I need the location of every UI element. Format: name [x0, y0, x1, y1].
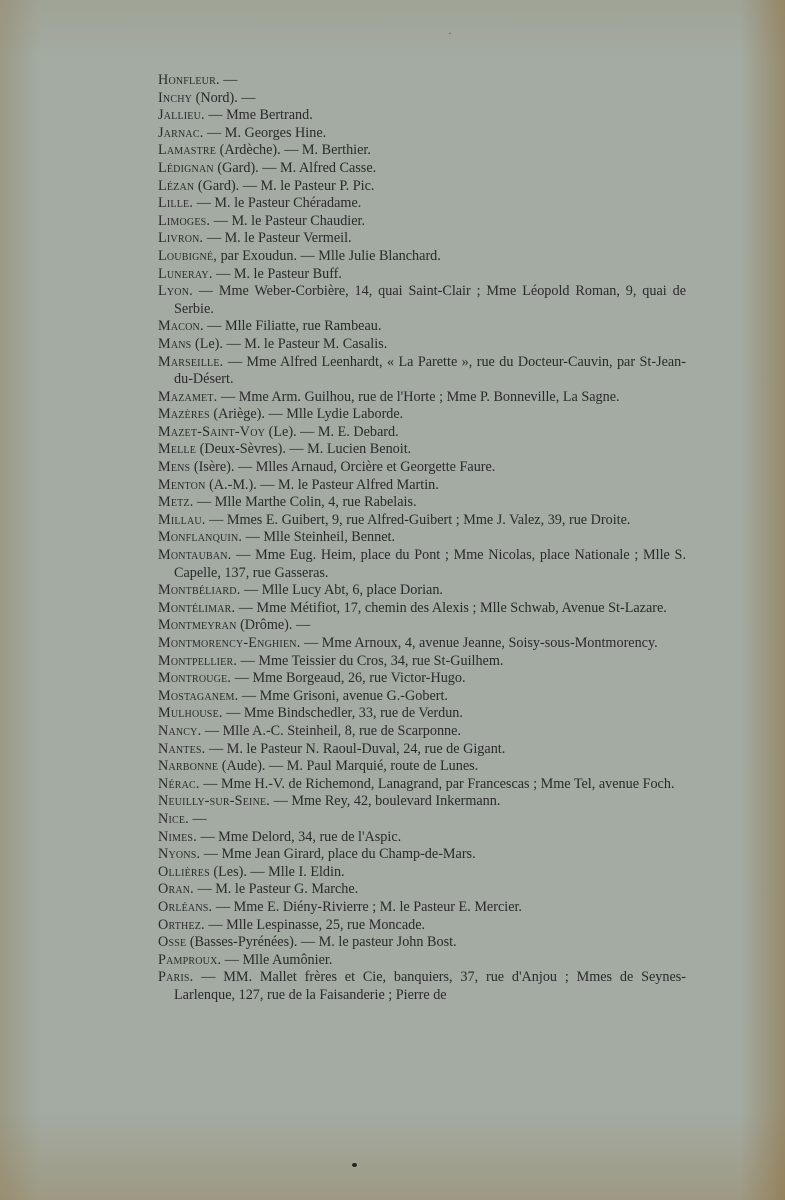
entry-text: (Gard). — M. le Pasteur P. Pic. — [194, 177, 375, 194]
entry-text: — M. le Pasteur Vermeil. — [203, 230, 352, 247]
entry-text: — Mme Delord, 34, rue de l'Aspic. — [196, 828, 402, 845]
directory-entry — [158, 846, 686, 864]
entry-text: — M. le Pasteur N. Raoul-Duval, 24, rue de Gigant. — [205, 740, 506, 757]
directory-entry — [158, 266, 686, 284]
entry-text: — M. le Pasteur Chéradame. — [193, 195, 362, 212]
entry-place: Limoges. — [158, 212, 211, 229]
entry-place: Lille. — [158, 195, 194, 212]
directory-entry — [158, 389, 686, 407]
directory-entry — [158, 72, 686, 90]
directory-entry — [158, 899, 686, 917]
entry-place: Mulhouse. — [158, 705, 223, 722]
entry-text: — M. le Pasteur G. Marche. — [193, 881, 359, 898]
entry-place: Livron. — [158, 230, 204, 247]
entry-text: (Isère). — Mlles Arnaud, Orcière et Georgette Faure. — [190, 459, 496, 476]
directory-entry — [158, 864, 686, 882]
directory-entry — [158, 811, 686, 829]
entry-place: Luneray. — [158, 265, 213, 282]
directory-entry — [158, 441, 686, 459]
entry-text: — Mlle Aumônier. — [221, 951, 333, 968]
directory-entry — [158, 160, 686, 178]
entry-text: (Ardèche). — M. Berthier. — [216, 142, 371, 159]
entry-place: Mazamet. — [158, 388, 218, 405]
entry-text: — MM. Mallet frères et Cie, banquiers, 37, rue d'Anjou ; Mmes de Seynes-Larlenque, 127, rue de la Faisanderie ; Pierre de — [174, 969, 686, 1003]
entry-text: — Mlle Filiatte, rue Rambeau. — [203, 318, 382, 335]
entry-place: Mostaganem. — [158, 687, 239, 704]
entry-place: Jallieu. — [158, 107, 205, 124]
directory-entry — [158, 90, 686, 108]
directory-entry — [158, 336, 686, 354]
entry-text: — Mlle A.-C. Steinheil, 8, rue de Scarponne. — [201, 722, 461, 739]
entry-place: Metz. — [158, 494, 194, 511]
entry-place: Nyons. — [158, 846, 201, 863]
directory-entry — [158, 107, 686, 125]
entry-text: (Aude). — M. Paul Marquié, route de Lunes. — [218, 758, 479, 775]
directory-entry — [158, 318, 686, 336]
directory-entry — [158, 670, 686, 688]
entry-place: Lyon. — [158, 283, 193, 300]
entry-place: Montmorency-Enghien. — [158, 635, 301, 651]
directory-entry — [158, 230, 686, 248]
entry-place: Mazet-Saint-Voy — [158, 423, 266, 440]
entry-place: Inchy — [158, 89, 193, 106]
entry-place: Honfleur. — [158, 72, 220, 88]
entry-text: — Mme Rey, 42, boulevard Inkermann. — [270, 793, 501, 810]
entry-place: Lédignan — [158, 159, 214, 176]
entry-text: — Mme H.-V. de Richemond, Lanagrand, par Francescas ; Mme Tel, avenue Foch. — [199, 775, 675, 792]
entry-text: (Le). — M. E. Debard. — [265, 423, 399, 440]
directory-entry — [158, 494, 686, 512]
entry-text: — Mme Borgeaud, 26, rue Victor-Hugo. — [231, 670, 466, 687]
directory-list — [158, 72, 686, 1004]
directory-entry — [158, 881, 686, 899]
directory-entry — [158, 213, 686, 231]
directory-entry — [158, 406, 686, 424]
entry-text: (Le). — M. le Pasteur M. Casalis. — [191, 335, 388, 352]
entry-text: — M. le Pasteur Buff. — [212, 265, 342, 282]
entry-place: Ollières — [158, 863, 210, 880]
entry-text: — Mme Bindschedler, 33, rue de Verdun. — [222, 705, 463, 722]
entry-place: Montélimar. — [158, 599, 236, 616]
entry-place: Montauban. — [158, 547, 232, 564]
entry-place: Marseille. — [158, 353, 224, 370]
entry-place: Monflanquin. — [158, 529, 243, 546]
directory-entry — [158, 529, 686, 547]
entry-text: — Mme Alfred Leenhardt, « La Parette », rue du Docteur-Cauvin, par St-Jean-du-Désert. — [174, 353, 686, 388]
directory-entry — [158, 793, 686, 811]
directory-entry — [158, 195, 686, 213]
directory-entry — [158, 178, 686, 196]
entry-place: Paris. — [158, 969, 194, 986]
entry-place: Montmeyran — [158, 617, 237, 634]
entry-text: (Nord). — — [192, 89, 256, 106]
entry-place: Nantes. — [158, 740, 206, 757]
directory-entry — [158, 477, 686, 495]
entry-place: Loubigné, — [158, 247, 218, 264]
directory-entry — [158, 547, 686, 582]
entry-place: Nancy. — [158, 722, 202, 739]
directory-entry — [158, 142, 686, 160]
entry-text: — Mme Arnoux, 4, avenue Jeanne, Soisy-sous-Montmorency. — [300, 635, 658, 651]
entry-place: Nice. — [158, 810, 189, 827]
entry-place: Orléans. — [158, 898, 213, 915]
entry-text: — M. le Pasteur Chaudier. — [210, 212, 366, 229]
directory-entry — [158, 125, 686, 143]
page-mark: · — [448, 26, 452, 40]
entry-text: (Deux-Sèvres). — M. Lucien Benoit. — [196, 441, 412, 458]
entry-text: (Ariège). — Mlle Lydie Laborde. — [209, 406, 404, 423]
directory-entry — [158, 917, 686, 935]
directory-entry — [158, 512, 686, 530]
entry-text: — — [219, 72, 238, 88]
entry-text: — Mme E. Diény-Rivierre ; M. le Pasteur E. Mercier. — [212, 898, 522, 915]
entry-place: Mens — [158, 459, 191, 476]
directory-entry — [158, 776, 686, 794]
entry-text: — Mme Bertrand. — [204, 107, 313, 124]
directory-entry — [158, 635, 686, 653]
entry-text: — Mme Eug. Heim, place du Pont ; Mme Nicolas, place Nationale ; Mlle S. Capelle, 137, rue Gasseras. — [174, 547, 686, 581]
entry-text: (Drôme). — — [236, 617, 311, 634]
entry-text: — Mme Jean Girard, place du Champ-de-Mars. — [200, 846, 476, 863]
entry-place: Nérac. — [158, 775, 200, 792]
directory-entry — [158, 829, 686, 847]
directory-entry — [158, 653, 686, 671]
entry-place: Narbonne — [158, 758, 219, 775]
entry-place: Millau. — [158, 511, 206, 528]
entry-text: par Exoudun. — Mlle Julie Blanchard. — [217, 247, 441, 264]
directory-entry — [158, 969, 686, 1004]
entry-text: — Mlle Lucy Abt, 6, place Dorian. — [240, 582, 443, 599]
entry-text: — Mlle Lespinasse, 25, rue Moncade. — [204, 916, 426, 933]
directory-entry — [158, 705, 686, 723]
directory-entry — [158, 723, 686, 741]
directory-entry — [158, 617, 686, 635]
entry-place: Mazères — [158, 406, 210, 423]
entry-place: Oran. — [158, 881, 194, 898]
entry-place: Nimes. — [158, 828, 197, 845]
directory-entry — [158, 248, 686, 266]
entry-text: — Mme Weber-Corbière, 14, quai Saint-Clair ; Mme Léopold Roman, 9, quai de Serbie. — [174, 283, 686, 317]
entry-place: Osse — [158, 934, 187, 951]
entry-place: Montpellier. — [158, 652, 238, 669]
entry-place: Melle — [158, 441, 197, 458]
directory-entry — [158, 741, 686, 759]
directory-entry — [158, 354, 686, 389]
directory-entry — [158, 582, 686, 600]
entry-text: — Mlle Marthe Colin, 4, rue Rabelais. — [193, 494, 417, 511]
directory-entry — [158, 424, 686, 442]
entry-text: — Mme Grisoni, avenue G.-Gobert. — [238, 687, 448, 704]
page-dot — [352, 1163, 357, 1167]
entry-place: Mans — [158, 335, 192, 352]
entry-place: Pamproux. — [158, 951, 222, 968]
directory-entry — [158, 688, 686, 706]
entry-place: Montbéliard. — [158, 582, 241, 599]
entry-place: Orthez. — [158, 916, 205, 933]
entry-text: — M. Georges Hine. — [203, 124, 327, 141]
directory-entry — [158, 952, 686, 970]
entry-text: — Mmes E. Guibert, 9, rue Alfred-Guibert ; Mme J. Valez, 39, rue Droite. — [205, 511, 631, 528]
directory-entry — [158, 600, 686, 618]
entry-text: — — [188, 810, 207, 827]
entry-text: (Gard). — M. Alfred Casse. — [213, 159, 377, 176]
entry-text: (Basses-Pyrénées). — M. le pasteur John Bost. — [186, 934, 457, 951]
entry-text: — Mme Métifiot, 17, chemin des Alexis ; Mlle Schwab, Avenue St-Lazare. — [235, 599, 667, 616]
entry-place: Macon. — [158, 318, 204, 335]
entry-place: Montrouge. — [158, 670, 232, 687]
entry-text: (A.-M.). — M. le Pasteur Alfred Martin. — [205, 476, 439, 493]
directory-entry — [158, 459, 686, 477]
directory-entry — [158, 758, 686, 776]
entry-text: — Mme Teissier du Cros, 34, rue St-Guilhem. — [237, 652, 504, 669]
entry-text: — Mlle Steinheil, Bennet. — [242, 529, 396, 546]
directory-entry — [158, 283, 686, 318]
entry-place: Lamastre — [158, 142, 217, 159]
entry-place: Lézan — [158, 177, 195, 194]
entry-place: Jarnac. — [158, 124, 204, 141]
directory-entry — [158, 934, 686, 952]
entry-text: (Les). — Mlle I. Eldin. — [209, 863, 345, 880]
entry-place: Neuilly-sur-Seine. — [158, 793, 271, 810]
entry-place: Menton — [158, 476, 206, 493]
entry-text: — Mme Arm. Guilhou, rue de l'Horte ; Mme P. Bonneville, La Sagne. — [217, 388, 620, 405]
